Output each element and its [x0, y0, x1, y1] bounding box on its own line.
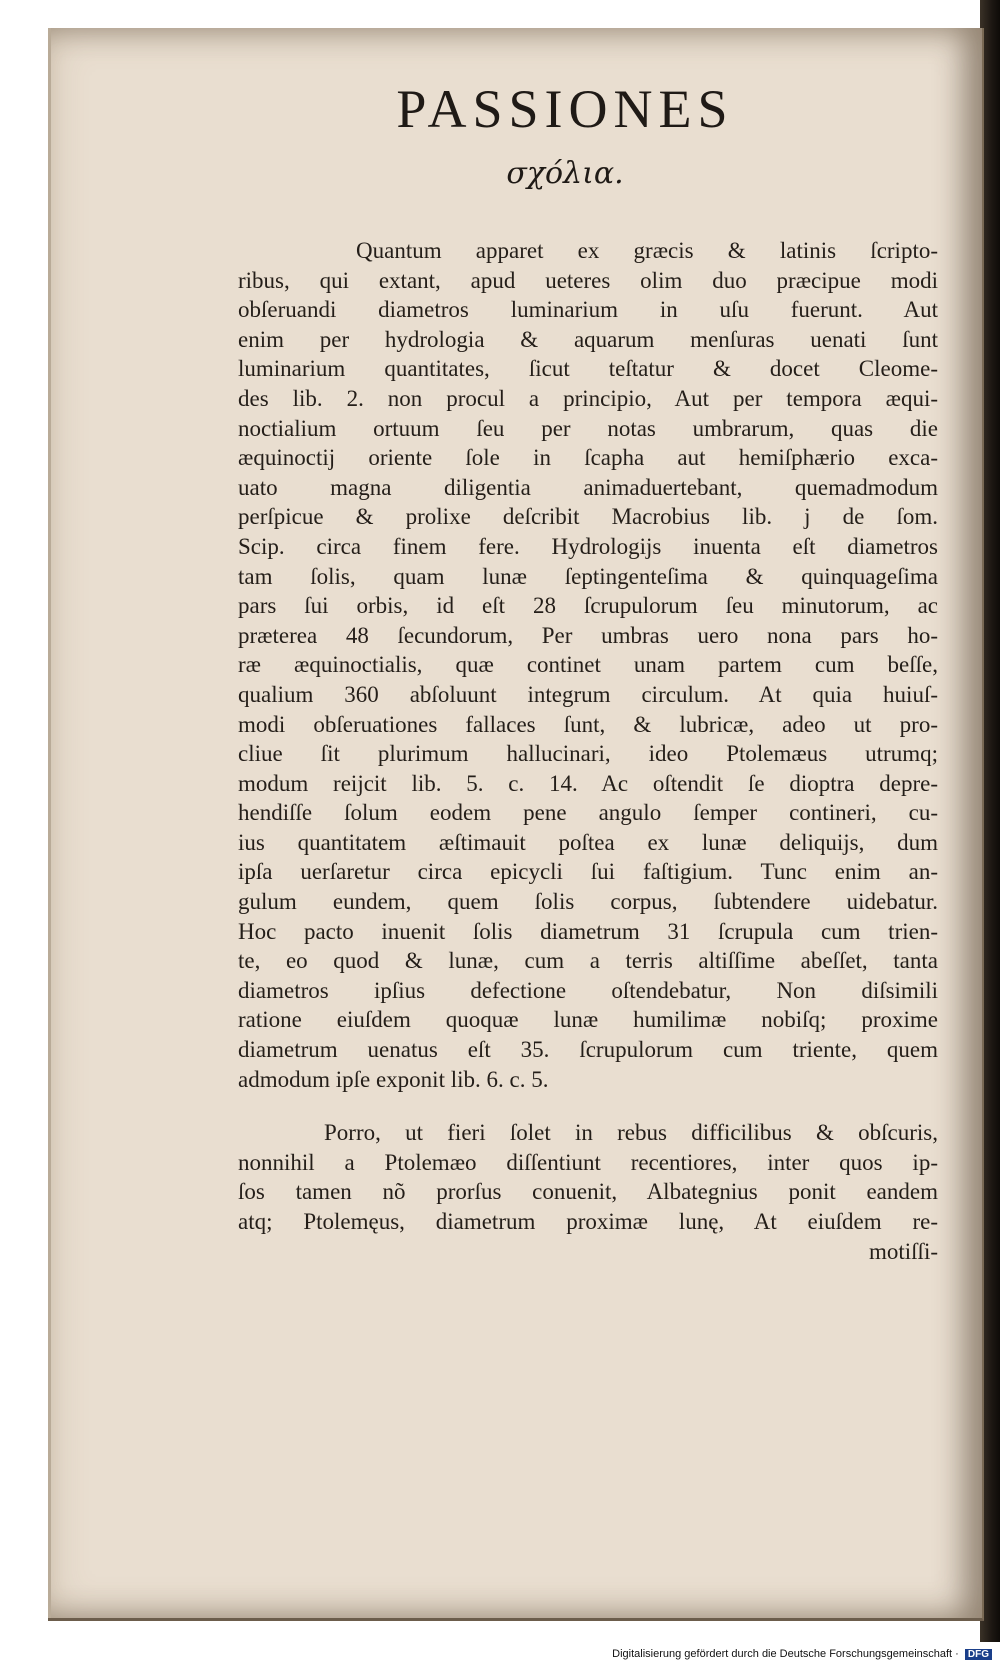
credit-text: Digitalisierung gefördert durch die Deutsche Forschungsgemeinschaft: [612, 1648, 953, 1660]
text-line: modi obſeruationes fallaces ſunt, & lubricæ, adeo ut pro-: [238, 711, 938, 737]
page-subheading: σχόλια.: [506, 156, 624, 191]
paragraph-2: [238, 1118, 938, 1266]
text-line: luminarium quantitates, ſicut teſtatur & docet Cleome-: [238, 356, 938, 382]
paragraph-1: [238, 236, 938, 1094]
page-edge: [48, 28, 51, 1618]
text-line: diametrum uenatus eſt 35. ſcrupulorum cum triente, quem: [238, 1037, 938, 1063]
text-line: modum reijcit lib. 5. c. 14. Ac oſtendit ſe dioptra depre-: [238, 770, 938, 796]
text-line: ſos tamen nõ prorſus conuenit, Albategnius ponit eandem: [238, 1179, 938, 1205]
text-line-last: admodum ipſe exponit lib. 6. c. 5.: [238, 1066, 549, 1092]
text-line: te, eo quod & lunæ, cum a terris altiſſime abeſſet, tanta: [238, 948, 938, 974]
text-line: ius quantitatem æſtimauit poſtea ex lunæ deliquijs, dum: [238, 829, 938, 855]
text-line: ratione eiuſdem quoquæ lunæ humilimæ nobiſq; proxime: [238, 1007, 938, 1033]
text-line: diametros ipſius defectione oſtendebatur, Non diſsimili: [238, 977, 938, 1003]
text-line: cliue ſit plurimum hallucinari, ideo Ptolemæus utrumq;: [238, 741, 938, 767]
text-line: Porro, ut fieri ſolet in rebus difficilibus & obſcuris,: [324, 1120, 938, 1146]
text-line: ribus, qui extant, apud ueteres olim duo præcipue modi: [238, 267, 938, 293]
text-line: æquinoctij oriente ſole in ſcapha aut hemiſphærio exca-: [238, 445, 938, 471]
text-line: Quantum apparet ex græcis & latinis ſcripto-: [356, 238, 938, 263]
page-heading: PASSIONES: [396, 79, 734, 139]
text-line: gulum eundem, quem ſolis corpus, ſubtendere uidebatur.: [238, 889, 938, 915]
text-line: qualium 360 abſoluunt integrum circulum. At quia huiuſ-: [238, 681, 938, 707]
dfg-logo: DFG: [965, 1649, 992, 1660]
text-line: Scip. circa finem fere. Hydrologijs inuenta eſt diametros: [238, 533, 938, 559]
text-line: nonnihil a Ptolemæo diſſentiunt recentiores, inter quos ip-: [238, 1149, 938, 1175]
text-line: Hoc pacto inuenit ſolis diametrum 31 ſcrupula cum trien-: [238, 918, 938, 944]
text-line: hendiſſe ſolum eodem pene angulo ſemper contineri, cu-: [238, 800, 938, 826]
text-line: pars ſui orbis, id eſt 28 ſcrupulorum ſeu minutorum, ac: [238, 593, 938, 619]
text-line: atq; Ptolemęus, diametrum proximæ lunę, At eiuſdem re-: [238, 1209, 938, 1234]
text-line: ipſa uerſaretur circa epicycli ſui faſtigium. Tunc enim an-: [238, 859, 938, 885]
digitization-credit: Digitalisierung gefördert durch die Deutsche Forschungsgemeinschaft · DFG: [0, 1648, 992, 1660]
text-line: obſeruandi diametros luminarium in uſu fuerunt. Aut: [238, 297, 938, 323]
text-line: noctialium ortuum ſeu per notas umbrarum, quas die: [238, 415, 938, 441]
text-line: præterea 48 ſecundorum, Per umbras uero nona pars ho-: [238, 622, 938, 648]
text-line: enim per hydrologia & aquarum menſuras uenati ſunt: [238, 326, 938, 352]
body-text: [238, 236, 938, 1266]
book-page: [48, 28, 984, 1621]
text-line: ræ æquinoctialis, quæ continet unam partem cum beſſe,: [238, 652, 938, 678]
text-line: uato magna diligentia animaduertebant, quemadmodum: [238, 474, 938, 500]
text-line: tam ſolis, quam lunæ ſeptingenteſima & quinquageſima: [238, 563, 938, 589]
text-line: perſpicue & prolixe deſcribit Macrobius lib. j de ſom.: [238, 504, 938, 530]
text-line: des lib. 2. non procul a principio, Aut per tempora æqui-: [238, 385, 938, 411]
catchword: motiſſi-: [869, 1238, 938, 1264]
